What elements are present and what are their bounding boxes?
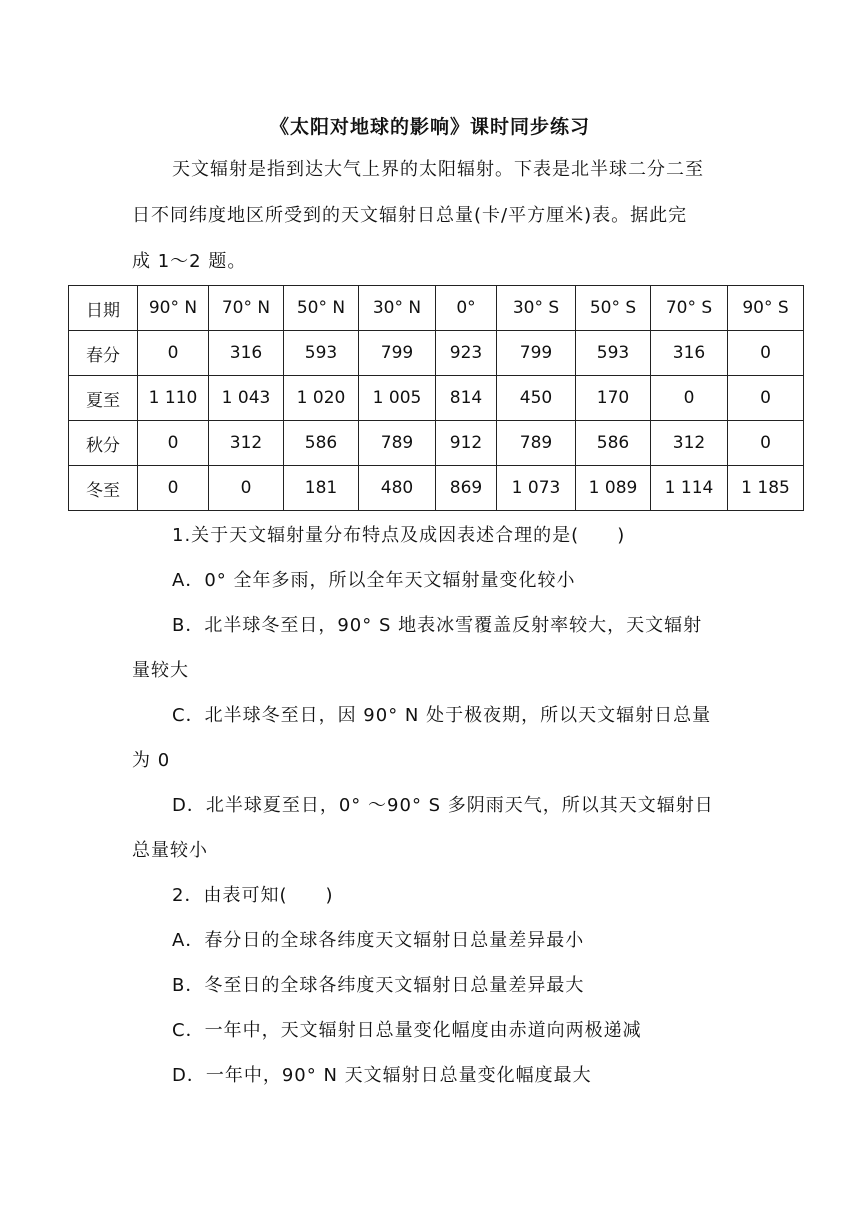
- table-cell: 1 089: [576, 466, 651, 511]
- table-row: [69, 376, 804, 421]
- table-cell: 0: [728, 376, 804, 421]
- q1-option-c-line2: 为 0: [132, 750, 171, 771]
- table-cell: 869: [436, 466, 497, 511]
- intro-line-1: 天文辐射是指到达大气上界的太阳辐射。下表是北半球二分二至: [172, 159, 704, 180]
- table-cell: 1 020: [284, 376, 359, 421]
- table-cell: 1 110: [138, 376, 209, 421]
- table-row-label: 夏至: [69, 376, 138, 421]
- table-cell: 1 073: [497, 466, 576, 511]
- table-row-label: 冬至: [69, 466, 138, 511]
- question-1: [132, 513, 742, 1098]
- table-header-cell: 70° S: [651, 286, 728, 331]
- table-cell: 312: [651, 421, 728, 466]
- table-header-cell: 50° S: [576, 286, 651, 331]
- q1-option-c-line1: C．北半球冬至日，因 90° N 处于极夜期，所以天文辐射日总量: [172, 705, 712, 726]
- table-cell: 0: [728, 331, 804, 376]
- table-cell: 0: [728, 421, 804, 466]
- q2-option-a: A．春分日的全球各纬度天文辐射日总量差异最小: [172, 930, 585, 951]
- table-cell: 923: [436, 331, 497, 376]
- q1-option-b-line1: B．北半球冬至日，90° S 地表冰雪覆盖反射率较大，天文辐射: [172, 615, 703, 636]
- table-cell: 170: [576, 376, 651, 421]
- table-cell: 181: [284, 466, 359, 511]
- table-row: [69, 466, 804, 511]
- q1-stem: 1.关于天文辐射量分布特点及成因表述合理的是( ): [172, 525, 626, 546]
- table-cell: 316: [209, 331, 284, 376]
- table-row-label: 秋分: [69, 421, 138, 466]
- q1-option-b-line2: 量较大: [132, 660, 189, 681]
- radiation-table: [68, 285, 804, 511]
- table-cell: 1 185: [728, 466, 804, 511]
- table-cell: 586: [576, 421, 651, 466]
- table-row-label: 春分: [69, 331, 138, 376]
- table-row: [69, 331, 804, 376]
- table-cell: 912: [436, 421, 497, 466]
- q2-option-b: B．冬至日的全球各纬度天文辐射日总量差异最大: [172, 975, 585, 996]
- table-header-cell: 日期: [69, 286, 138, 331]
- table-header-cell: 30° N: [359, 286, 436, 331]
- q1-option-d-line2: 总量较小: [132, 840, 208, 861]
- table-cell: 799: [497, 331, 576, 376]
- table-header-cell: 30° S: [497, 286, 576, 331]
- table-cell: 799: [359, 331, 436, 376]
- table-cell: 480: [359, 466, 436, 511]
- table-cell: 789: [359, 421, 436, 466]
- q2-option-d: D．一年中，90° N 天文辐射日总量变化幅度最大: [172, 1065, 592, 1086]
- table-cell: 593: [284, 331, 359, 376]
- table-cell: 0: [138, 331, 209, 376]
- table-cell: 316: [651, 331, 728, 376]
- table-cell: 1 005: [359, 376, 436, 421]
- table-header-cell: 50° N: [284, 286, 359, 331]
- table-header-cell: 0°: [436, 286, 497, 331]
- table-cell: 450: [497, 376, 576, 421]
- table-cell: 586: [284, 421, 359, 466]
- q1-option-d-line1: D．北半球夏至日，0° ～90° S 多阴雨天气，所以其天文辐射日: [172, 795, 714, 816]
- table-row: [69, 421, 804, 466]
- page-title: 《太阳对地球的影响》课时同步练习: [269, 116, 590, 138]
- table-header-cell: 90° N: [138, 286, 209, 331]
- table-cell: 312: [209, 421, 284, 466]
- q2-option-c: C．一年中，天文辐射日总量变化幅度由赤道向两极递减: [172, 1020, 642, 1041]
- table-cell: 1 043: [209, 376, 284, 421]
- table-cell: 789: [497, 421, 576, 466]
- table-cell: 814: [436, 376, 497, 421]
- table-cell: 593: [576, 331, 651, 376]
- table-cell: 0: [138, 466, 209, 511]
- intro-line-2: 日不同纬度地区所受到的天文辐射日总量(卡/平方厘米)表。据此完: [132, 205, 688, 226]
- table-header-cell: 70° N: [209, 286, 284, 331]
- q1-option-a: A．0° 全年多雨，所以全年天文辐射量变化较小: [172, 570, 576, 591]
- table-cell: 1 114: [651, 466, 728, 511]
- table-cell: 0: [138, 421, 209, 466]
- table-cell: 0: [209, 466, 284, 511]
- q2-stem: 2．由表可知( ): [172, 885, 334, 906]
- table-header-cell: 90° S: [728, 286, 804, 331]
- intro-paragraph: [132, 147, 742, 285]
- table-cell: 0: [651, 376, 728, 421]
- table-header-row: [69, 286, 804, 331]
- intro-line-3: 成 1～2 题。: [132, 251, 247, 272]
